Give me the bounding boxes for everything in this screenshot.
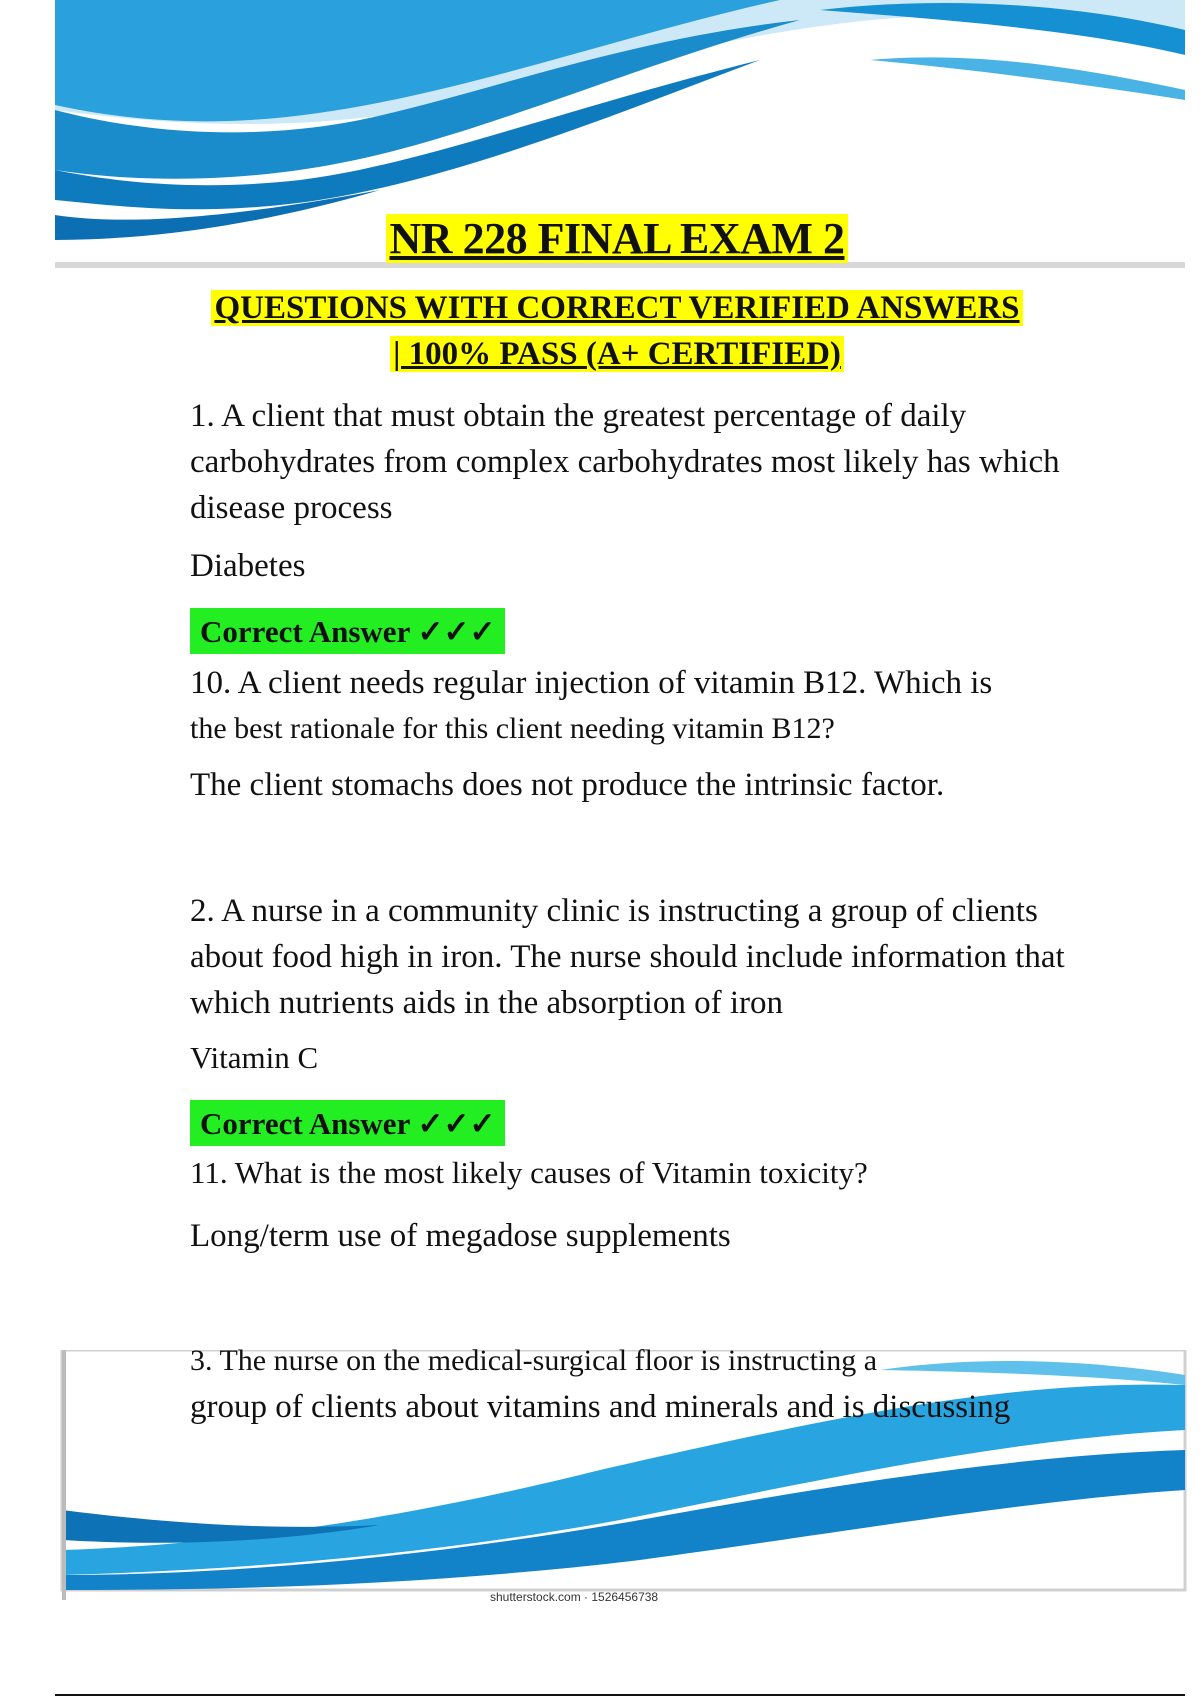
question-10-line1: 10. A client needs regular injection of vitamin B12. Which is — [190, 665, 993, 701]
subtitle-line1-text: QUESTIONS WITH CORRECT VERIFIED ANSWERS — [211, 290, 1022, 326]
document-title — [0, 213, 1200, 264]
answer-2: Vitamin C — [190, 1040, 319, 1075]
question-1: 1. A client that must obtain the greatest percentage of daily carbohydrates from complex carbohydrates most likely has which disease process — [190, 398, 1060, 526]
document-subtitle-line1 — [0, 290, 1200, 327]
document-title-text: NR 228 FINAL EXAM 2 — [386, 214, 849, 263]
document-subtitle-line2 — [0, 336, 1200, 373]
question-10-line2: the best rationale for this client needing vitamin B12? — [190, 712, 835, 745]
question-10 — [190, 660, 1070, 752]
answer-11: Long/term use of megadose supplements — [190, 1218, 731, 1254]
question-11: 11. What is the most likely causes of Vitamin toxicity? — [190, 1155, 868, 1190]
answer-1: Diabetes — [190, 548, 306, 584]
stock-watermark: shutterstock.com · 1526456738 — [490, 1590, 659, 1604]
answer-10: The client stomachs does not produce the intrinsic factor. — [190, 767, 945, 803]
question-3-line2: group of clients about vitamins and minerals and is discussing — [190, 1389, 1011, 1425]
correct-answer-badge-2: Correct Answer ✓✓✓ — [190, 1100, 505, 1146]
correct-answer-badge-1: Correct Answer ✓✓✓ — [190, 608, 505, 654]
footer-divider — [55, 1694, 1185, 1696]
subtitle-line2-text: | 100% PASS (A+ CERTIFIED) — [390, 336, 844, 372]
question-3 — [190, 1338, 1070, 1430]
question-2: 2. A nurse in a community clinic is instructing a group of clients about food high in iron. The nurse should include information that which nutrients aids in the absorption of iron — [190, 893, 1065, 1021]
question-3-line1: 3. The nurse on the medical-surgical floor is instructing a — [190, 1344, 878, 1377]
